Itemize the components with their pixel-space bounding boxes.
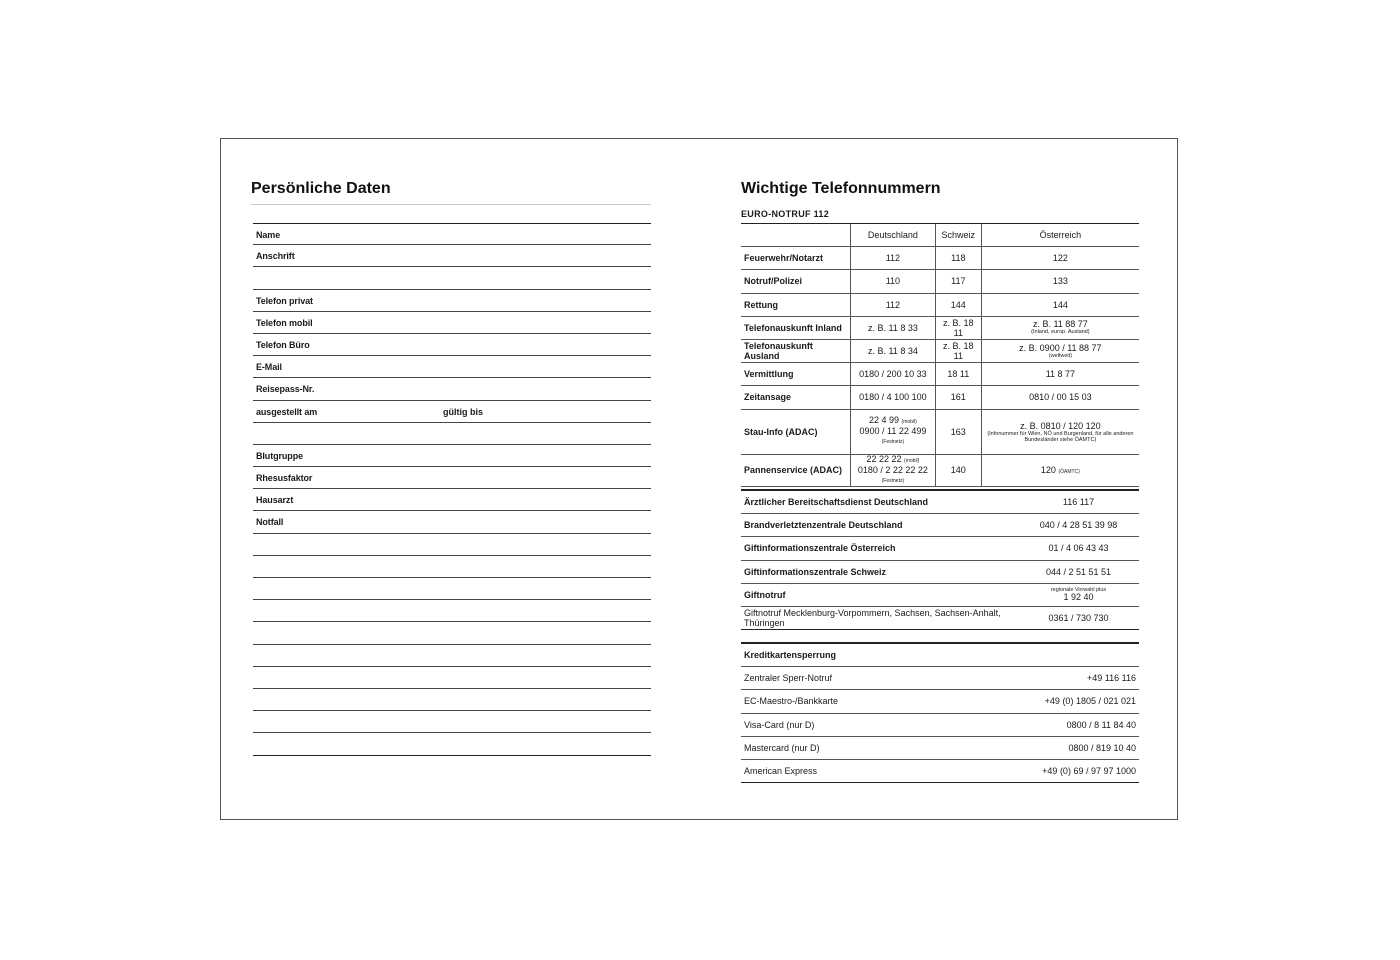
row-value: 044 / 2 51 51 51 <box>1018 560 1139 583</box>
row-label: Zeitansage <box>741 386 851 409</box>
table-row <box>741 293 1139 316</box>
row-label: Giftnotruf <box>741 583 1018 606</box>
cell-note: (mobil) <box>904 457 920 464</box>
cell-at <box>981 409 1139 454</box>
cell-at: 144 <box>981 293 1139 316</box>
row-value: 0800 / 8 11 84 40 <box>1018 713 1139 736</box>
row-value: +49 (0) 69 / 97 97 1000 <box>1018 759 1139 782</box>
row-label: Notruf/Polizei <box>741 270 851 293</box>
form-label: Notfall <box>256 517 284 528</box>
credit-card-table <box>741 642 1139 783</box>
form-row[interactable] <box>253 534 651 556</box>
row-label: Giftnotruf Mecklenburg-Vorpommern, Sachsen, Sachsen-Anhalt, Thüringen <box>741 606 1018 629</box>
form-row[interactable] <box>253 733 651 755</box>
table-row <box>741 713 1139 736</box>
cell-value: 22 22 22 <box>866 453 902 464</box>
form-row[interactable] <box>253 600 651 622</box>
cell-at: 133 <box>981 270 1139 293</box>
cell-de: z. B. 11 8 33 <box>851 316 936 339</box>
row-label: Giftinformationszentrale Österreich <box>741 537 1018 560</box>
form-label: Anschrift <box>256 251 295 262</box>
cell-note: (Infonummer für Wien, NÖ und Burgenland, für alle anderen Bundesländer siehe ÖAMTC) <box>987 430 1134 443</box>
cell-value: 120 <box>1040 465 1056 475</box>
cell-ch: 118 <box>935 247 981 270</box>
table-row <box>741 514 1139 537</box>
cell-de: 112 <box>851 293 936 316</box>
cell-at <box>981 454 1139 486</box>
row-label: Zentraler Sperr-Notruf <box>741 667 1018 690</box>
value-note: regionale Vorwahl plus <box>1050 587 1107 594</box>
form-label: Telefon privat <box>256 295 313 306</box>
credit-card-title: Kreditkartensperrung <box>741 643 1139 667</box>
page-title-phone-numbers: Wichtige Telefonnummern <box>741 180 941 197</box>
form-row[interactable] <box>253 467 651 489</box>
cell-value: 22 4 99 <box>868 415 900 425</box>
header-deutschland: Deutschland <box>851 224 936 247</box>
cell-value: 0180 / 2 22 22 22 <box>857 464 928 475</box>
cell-note: (mobil) <box>901 419 917 425</box>
row-label: Mastercard (nur D) <box>741 736 1018 759</box>
row-value <box>1018 583 1139 606</box>
row-label: EC-Maestro-/Bankkarte <box>741 690 1018 713</box>
row-label: Ärztlicher Bereitschaftsdienst Deutschland <box>741 490 1018 514</box>
form-label: Rhesusfaktor <box>256 473 313 484</box>
header-oesterreich: Österreich <box>981 224 1139 247</box>
services-table <box>741 489 1139 630</box>
form-row[interactable] <box>253 578 651 600</box>
row-value: 116 117 <box>1018 490 1139 514</box>
table-row <box>741 667 1139 690</box>
cell-value: z. B. 11 88 77 <box>1032 319 1088 330</box>
row-label: Vermittlung <box>741 363 851 386</box>
table-row <box>741 363 1139 386</box>
cell-de: 110 <box>851 270 936 293</box>
cell-note: (Inland, europ. Ausland) <box>1031 329 1090 336</box>
row-label: Telefonauskunft Ausland <box>741 339 851 362</box>
row-label: Feuerwehr/Notarzt <box>741 247 851 270</box>
cell-de: 112 <box>851 247 936 270</box>
cell-at <box>981 339 1139 362</box>
form-row[interactable] <box>253 423 651 445</box>
cell-de <box>851 409 936 454</box>
form-row[interactable] <box>253 645 651 667</box>
cell-value: z. B. 0900 / 11 88 77 <box>1019 342 1102 353</box>
cell-at <box>981 316 1139 339</box>
row-label: Visa-Card (nur D) <box>741 713 1018 736</box>
table-row <box>741 490 1139 514</box>
cell-ch: 140 <box>935 454 981 486</box>
table-row <box>741 339 1139 362</box>
cell-ch: z. B. 18 11 <box>935 316 981 339</box>
table-row <box>741 386 1139 409</box>
cell-ch: 163 <box>935 409 981 454</box>
cell-note: (Festnetz) <box>881 439 905 445</box>
row-label: Stau-Info (ADAC) <box>741 409 851 454</box>
table-row-stau <box>741 409 1139 454</box>
form-label: Telefon Büro <box>256 339 310 350</box>
cell-ch: 161 <box>935 386 981 409</box>
table-row <box>741 247 1139 270</box>
cell-ch: 117 <box>935 270 981 293</box>
form-label: E-Mail <box>256 362 282 373</box>
form-label-secondary: gültig bis <box>443 406 483 417</box>
row-label: Giftinformationszentrale Schweiz <box>741 560 1018 583</box>
header-schweiz: Schweiz <box>935 224 981 247</box>
row-value: 0361 / 730 730 <box>1018 606 1139 629</box>
form-label: Hausarzt <box>256 495 294 506</box>
row-value: 040 / 4 28 51 39 98 <box>1018 514 1139 537</box>
form-row[interactable] <box>253 334 651 356</box>
cell-de: 0180 / 200 10 33 <box>851 363 936 386</box>
cell-de: 0180 / 4 100 100 <box>851 386 936 409</box>
personal-data-form <box>253 223 651 756</box>
form-row[interactable] <box>253 267 651 289</box>
emergency-table <box>741 223 1139 487</box>
row-label: Brandverletztenzentrale Deutschland <box>741 514 1018 537</box>
form-label: ausgestellt am <box>256 406 318 417</box>
table-row <box>741 270 1139 293</box>
form-row[interactable] <box>253 556 651 578</box>
row-value: 0800 / 819 10 40 <box>1018 736 1139 759</box>
row-label: Pannenservice (ADAC) <box>741 454 851 486</box>
table-row <box>741 537 1139 560</box>
row-value: +49 116 116 <box>1018 667 1139 690</box>
row-label: Rettung <box>741 293 851 316</box>
euro-emergency-label: EURO-NOTRUF 112 <box>741 209 830 219</box>
form-row[interactable] <box>253 356 651 378</box>
cell-value: z. B. 0810 / 120 120 <box>1020 420 1101 431</box>
row-value: +49 (0) 1805 / 021 021 <box>1018 690 1139 713</box>
table-row <box>741 736 1139 759</box>
table-row <box>741 316 1139 339</box>
cell-de <box>851 454 936 486</box>
cell-note: (weltweit) <box>1048 352 1072 359</box>
form-label: Telefon mobil <box>256 317 313 328</box>
header-empty-cell <box>741 224 851 247</box>
cell-at: 0810 / 00 15 03 <box>981 386 1139 409</box>
form-label: Name <box>256 230 281 240</box>
row-label: American Express <box>741 759 1018 782</box>
cell-note: (Festnetz) <box>881 477 905 484</box>
cell-at: 122 <box>981 247 1139 270</box>
cell-ch: z. B. 18 11 <box>935 339 981 362</box>
row-value: 01 / 4 06 43 43 <box>1018 537 1139 560</box>
form-row[interactable] <box>253 223 651 245</box>
form-row[interactable] <box>253 445 651 467</box>
form-label: Blutgruppe <box>256 450 303 461</box>
table-header-row <box>741 643 1139 667</box>
form-row[interactable] <box>253 511 651 533</box>
form-row[interactable] <box>253 667 651 689</box>
cell-ch: 144 <box>935 293 981 316</box>
table-header-row <box>741 224 1139 247</box>
form-row[interactable] <box>253 689 651 711</box>
row-label: Telefonauskunft Inland <box>741 316 851 339</box>
cell-de: z. B. 11 8 34 <box>851 339 936 362</box>
table-row-panne <box>741 454 1139 486</box>
form-row[interactable] <box>253 378 651 400</box>
cell-note: (ÖAMTC) <box>1058 469 1080 475</box>
notebook-spread <box>220 138 1178 820</box>
value-number: 1 92 40 <box>1063 592 1094 603</box>
form-row[interactable] <box>253 245 651 267</box>
form-label: Reisepass-Nr. <box>256 384 315 395</box>
form-row[interactable] <box>253 290 651 312</box>
table-row <box>741 759 1139 782</box>
form-row[interactable] <box>253 711 651 733</box>
table-row <box>741 560 1139 583</box>
form-row[interactable] <box>253 622 651 644</box>
divider <box>251 204 651 205</box>
cell-ch: 18 11 <box>935 363 981 386</box>
table-row <box>741 583 1139 606</box>
form-row[interactable] <box>253 401 651 423</box>
form-row[interactable] <box>253 489 651 511</box>
page-title-personal-data: Persönliche Daten <box>251 180 391 197</box>
cell-at: 11 8 77 <box>981 363 1139 386</box>
table-row <box>741 606 1139 629</box>
table-row <box>741 690 1139 713</box>
form-row[interactable] <box>253 312 651 334</box>
cell-value: 0900 / 11 22 499 <box>859 426 927 436</box>
